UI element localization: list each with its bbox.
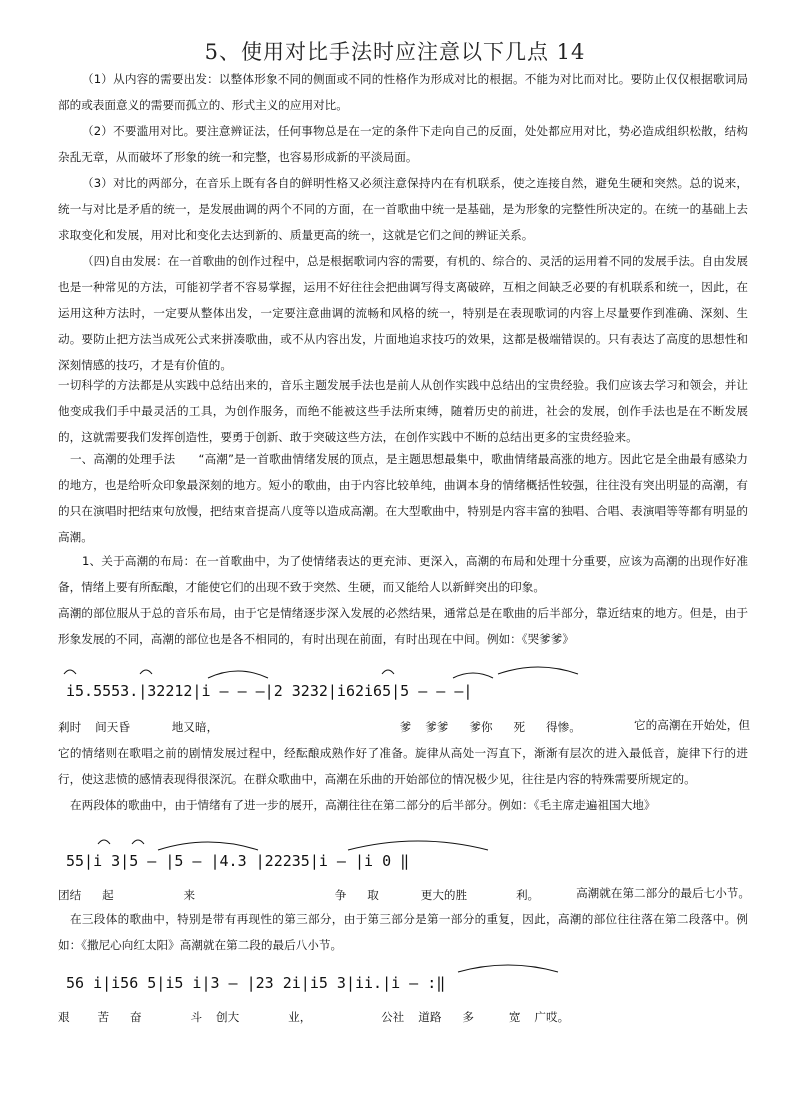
paragraph-8: 高潮的部位服从于总的音乐布局，由于它是情绪逐步深入发展的必然结果，通常总是在歌曲的后半部分，靠近结束的地方。但是，由于形象发展的不同，高潮的部位也是各不相同的，有时出现在前面，有时出现在中间。例如：《哭爹爹》 xyxy=(58,606,748,646)
lyrics-example-1: 剎时 间天昏 地又暗， 爹 爹爹 爹你 死 得惨。 xyxy=(58,720,581,734)
paragraph-9: 它的情绪则在歌唱之前的剧情发展过程中，经酝酿成熟作好了准备。旋律从高处一泻直下，渐渐有层次的进入最低音，旋律下行的进行，使这悲愤的感情表现得很深沉。在群众歌曲中，高潮在乐曲的开始部位的情况极少见，往往是内容的特殊需要所规定的。 xyxy=(58,746,748,786)
example-2-trailing-text: 高潮就在第二部分的最后七小节。 xyxy=(576,886,750,900)
paragraph-7: 1、关于高潮的布局：在一首歌曲中，为了使情绪表达的更充沛、更深入，高潮的布局和处理十分重要，应该为高潮的出现作好准备，情绪上要有所酝酿，才能使它们的出现不致于突然、生硬，而又能给人以新鲜突出的印象。 xyxy=(58,554,748,594)
paragraph-3: （3）对比的两部分，在音乐上既有各自的鲜明性格又必须注意保持内在有机联系，使之连接自然，避免生硬和突然。总的说来，统一与对比是矛盾的统一，是发展曲调的两个不同的方面，在一首歌曲中统一是基础，是为形象的完整性所决定的。在统一的基础上去求取变化和发展，用对比和变化去达到新的、质量更高的统一，这就是它们之间的辨证关系。 xyxy=(58,176,748,242)
lyrics-example-3: 艰 苦 奋 斗 创大 业， 公社 道路 多 宽 广哎。 xyxy=(58,1010,570,1024)
page-title: 5、使用对比手法时应注意以下几点 14 xyxy=(204,40,586,64)
notation-text: 56 i|i56 5|i5 i|3 – |23 2i|i5 3|ii.|i – :‖ xyxy=(66,974,446,992)
paragraph-2: （2）不要滥用对比。要注意辨证法，任何事物总是在一定的条件下走向自己的反面，处处都应用对比，势必造成组织松散，结构杂乱无章，从而破坏了形象的统一和完整，也容易形成新的平淡局面。 xyxy=(58,124,748,164)
music-example-2 xyxy=(58,834,748,878)
paragraph-4: （四)自由发展：在一首歌曲的创作过程中，总是根据歌词内容的需要，有机的、综合的、灵活的运用着不同的发展手法。自由发展也是一种常见的方法，可能初学者不容易掌握，运用不好往往会把曲调写得支离破碎，互相之间缺乏必要的有机联系和统一，因此，在运用这种方法时，一定要从整体出发，一定要注意曲调的流畅和风格的统一，特别是在表现歌词的内容上尽量要作到准确、深刻、生动。要防止把方法当成死公式来拼凑歌曲，或不从内容出发，片面地追求技巧的效果，这都是极端错误的。只有表达了高度的思想性和深刻情感的技巧，才是有价值的。 xyxy=(58,254,748,372)
paragraph-10: 在两段体的歌曲中，由于情绪有了进一步的展开，高潮往往在第二部分的后半部分。例如：《毛主席走遍祖国大地》 xyxy=(70,798,656,812)
example-1-trailing-text: 它的高潮在开始处，但 xyxy=(634,718,750,732)
lyrics-example-2: 团结 起 来 争 取 更大的胜 利。 xyxy=(58,888,540,902)
music-example-1 xyxy=(58,662,748,706)
paragraph-6: 一、高潮的处理手法 “高潮”是一首歌曲情绪发展的顶点，是主题思想最集中，歌曲情绪最高涨的地方。因此它是全曲最有感染力的地方，也是给听众印象最深刻的地方。短小的歌曲，由于内容比较单纯，曲调本身的情绪概括性较强，往往没有突出明显的高潮，有的只在演唱时把结束句放慢，把结束音提高八度等以造成高潮。在大型歌曲中，特别是内容丰富的独唱、合唱、表演唱等等都有明显的高潮。 xyxy=(58,452,748,544)
paragraph-1: （1）从内容的需要出发：以整体形象不同的侧面或不同的性格作为形成对比的根据。不能为对比而对比。要防止仅仅根据歌词局部的或表面意义的需要而孤立的、形式主义的应用对比。 xyxy=(58,72,748,112)
music-example-3 xyxy=(58,958,748,1002)
notation-text: 55|i 3|5 – |5 – |4.3 |22235|i – |i 0 ‖ xyxy=(66,852,410,870)
paragraph-11: 在三段体的歌曲中，特别是带有再现性的第三部分，由于第三部分是第一部分的重复，因此，高潮的部位往往落在第二段落中。例如：《撒尼心向红太阳》高潮就在第二段的最后八小节。 xyxy=(58,912,748,952)
notation-text: i5.5553.|32212|i – – –|2 3232|i62i65|5 – – –| xyxy=(66,682,473,700)
paragraph-5: 一切科学的方法都是从实践中总结出来的，音乐主题发展手法也是前人从创作实践中总结出的宝贵经验。我们应该去学习和领会，并让他变成我们手中最灵活的工具，为创作服务，而绝不能被这些手法所束缚，随着历史的前进，社会的发展，创作手法也是在不断发展的，这就需要我们发挥创造性，要勇于创新、敢于突破这些方法，在创作实践中不断的总结出更多的宝贵经验来。 xyxy=(58,378,748,444)
